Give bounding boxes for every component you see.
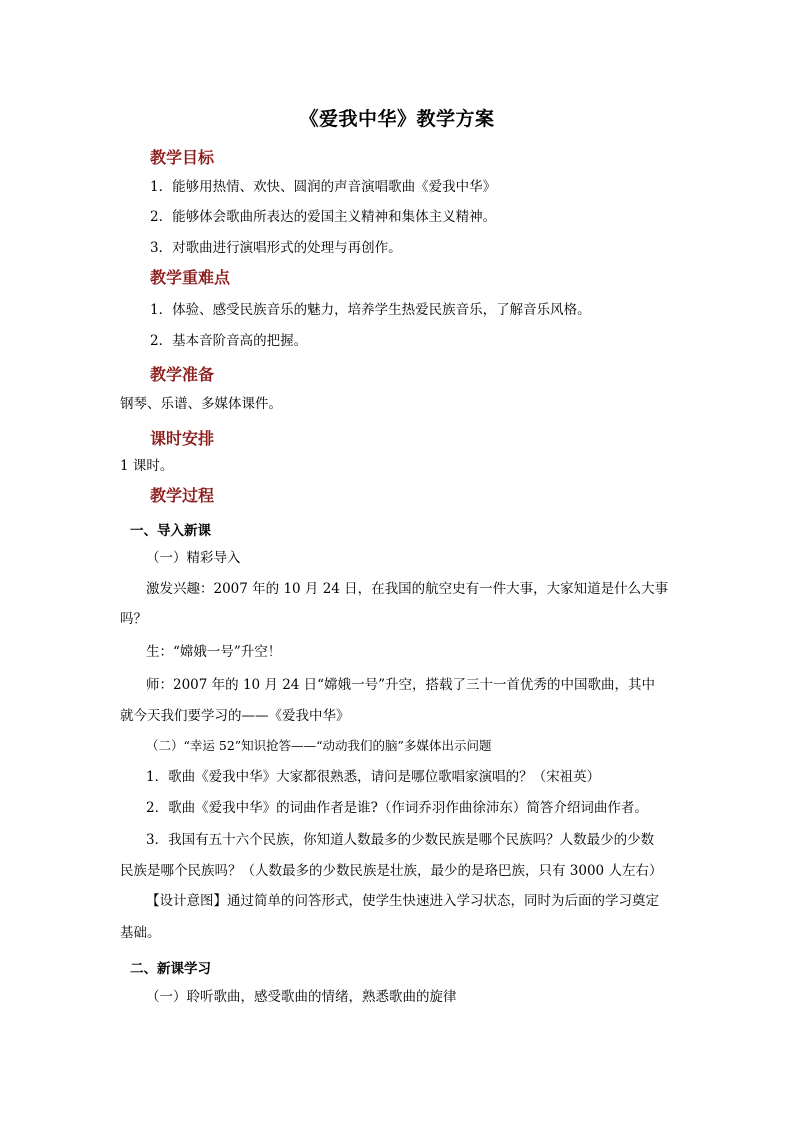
key-point-item-2: 2．基本音阶音高的把握。	[150, 333, 308, 349]
objective-item-3: 3．对歌曲进行演唱形式的处理与再创作。	[150, 240, 402, 256]
objective-item-1: 1．能够用热情、欢快、圆润的声音演唱歌曲《爱我中华》	[150, 179, 497, 195]
preparation-text: 钢琴、乐谱、多媒体课件。	[120, 396, 282, 412]
subsection-title: （一）聆听歌曲，感受歌曲的情绪，熟悉歌曲的旋律	[146, 989, 457, 1005]
preparation-heading: 教学准备	[150, 365, 215, 384]
question-item-3: 3．我国有五十六个民族，你知道人数最多的少数民族是哪个民族吗？人数最少的少数	[146, 832, 655, 848]
subsection-title: （一）精彩导入	[146, 550, 241, 566]
paragraph-line: 生：“嫦娥一号”升空！	[146, 644, 282, 660]
key-point-item-1: 1．体验、感受民族音乐的魅力，培养学生热爱民族音乐，了解音乐风格。	[150, 302, 591, 318]
question-item-2: 2．歌曲《爱我中华》的词曲作者是谁?（作词乔羽作曲徐沛东）简答介绍词曲作者。	[146, 800, 648, 816]
paragraph-line: 激发兴趣：2007 年的 10 月 24 日，在我国的航空史有一件大事，大家知道是什么大事	[146, 581, 669, 597]
section-title-new-lesson: 二、新课学习	[130, 961, 211, 977]
section-title-intro: 一、导入新课	[130, 523, 211, 539]
process-heading: 教学过程	[150, 486, 215, 505]
objective-item-2: 2．能够体会歌曲所表达的爱国主义精神和集体主义精神。	[150, 209, 497, 225]
schedule-heading: 课时安排	[150, 429, 215, 448]
key-points-heading: 教学重难点	[150, 268, 231, 287]
document-title: 《爱我中华》教学方案	[299, 108, 495, 130]
subsection-title: （二）“幸运 52”知识抢答——“动动我们的脑”多媒体出示问题	[146, 738, 492, 753]
paragraph-line: 师：2007 年的 10 月 24 日“嫦娥一号”升空，搭载了三十一首优秀的中国歌曲，其中	[146, 677, 655, 693]
schedule-text: 1 课时。	[120, 458, 174, 474]
paragraph-line: 民族是哪个民族吗？（人数最多的少数民族是壮族，最少的是珞巴族，只有 3000 人左右）	[120, 863, 663, 879]
paragraph-line: 吗？	[120, 611, 147, 627]
paragraph-line: 基础。	[120, 925, 161, 941]
design-intent: 【设计意图】通过简单的问答形式，使学生快速进入学习状态，同时为后面的学习奠定	[146, 893, 659, 909]
question-item-1: 1．歌曲《爱我中华》大家都很熟悉，请问是哪位歌唱家演唱的？（宋祖英）	[146, 769, 601, 785]
paragraph-line: 就今天我们要学习的——《爱我中华》	[120, 708, 350, 724]
objectives-heading: 教学目标	[150, 148, 215, 167]
